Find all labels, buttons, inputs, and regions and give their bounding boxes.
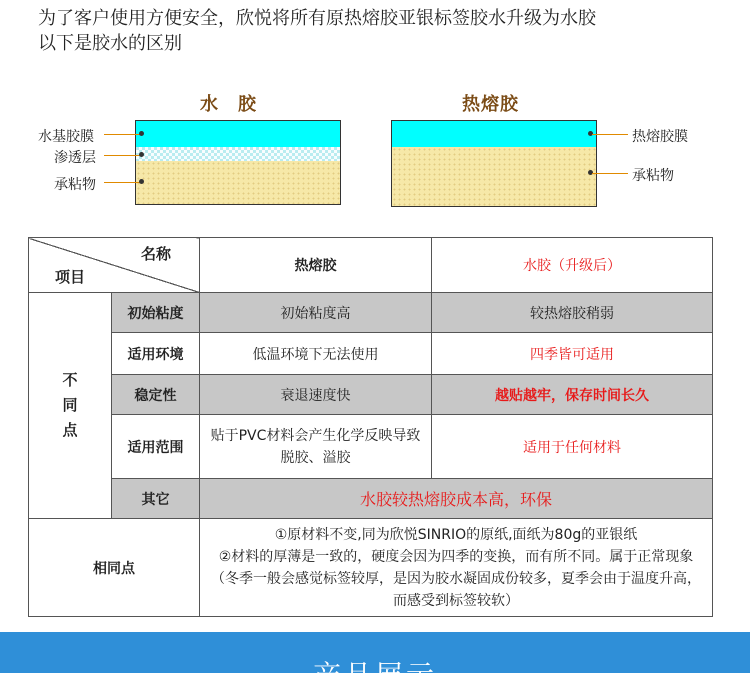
water-film-label: 水基胶膜 [38,129,94,145]
permeate-dot [139,152,144,157]
same-point-2: ②材料的厚薄是一致的，硬度会因为四季的变换，而有所不同。属于正常现象（冬季一般会感觉标签较厚，是因为胶水凝固成份较多，夏季会由于温度升高，而感受到标签较软） [211,548,701,609]
headline-line-2: 以下是胶水的区别 [38,33,182,54]
headline [38,6,596,56]
water-cell: 适用于任何材料 [432,415,713,479]
hotmelt-cell: 贴于PVC材料会产生化学反映导致脱胶、溢胶 [200,415,432,479]
hotmelt-base-layer [392,147,596,206]
corner-item-label: 项目 [55,268,86,286]
col-header-hotmelt: 热熔胶 [200,238,432,293]
footer-section-bar [0,632,750,692]
table-row [29,415,713,479]
row-label: 稳定性 [112,375,200,415]
water-film-layer [136,121,340,147]
hotmelt-film-layer [392,121,596,147]
same-points-label: 相同点 [29,519,200,617]
table-corner-cell [29,238,200,293]
water-cell: 越贴越牢，保存时间长久 [432,375,713,415]
table-row [29,333,713,375]
water-base-layer [136,161,340,204]
diff-group-label: 不同点 [62,371,78,439]
hotmelt-cell: 低温环境下无法使用 [200,333,432,375]
diff-group-cell [29,293,112,519]
row-label: 其它 [112,479,200,519]
water-film-leader [104,134,142,135]
corner-name-label: 名称 [140,245,171,263]
table-row [29,375,713,415]
water-base-dot [139,179,144,184]
comparison-table [28,237,713,617]
row-label: 初始粘度 [112,293,200,333]
water-diagram-title: 水 胶 [200,94,257,115]
water-film-dot [139,131,144,136]
permeate-leader [104,155,142,156]
headline-line-1: 为了客户使用方便安全，欣悦将所有原热熔胶亚银标签胶水升级为水胶 [38,8,596,29]
hotmelt-cell: 初始粘度高 [200,293,432,333]
hotmelt-cell: 衰退速度快 [200,375,432,415]
hotmelt-glue-diagram [391,120,597,207]
hotmelt-base-leader [592,173,628,174]
same-points-row [29,519,713,617]
hotmelt-base-label: 承粘物 [632,168,674,184]
row-label: 适用范围 [112,415,200,479]
other-value-cell: 水胶较热熔胶成本高，环保 [200,479,713,519]
water-cell: 较热熔胶稍弱 [432,293,713,333]
permeate-layer [136,147,340,161]
water-cell: 四季皆可适用 [432,333,713,375]
hotmelt-film-leader [592,134,628,135]
permeate-label: 渗透层 [54,150,96,166]
hotmelt-film-label: 热熔胶膜 [632,129,688,145]
col-header-water: 水胶（升级后） [432,238,713,293]
water-base-label: 承粘物 [54,177,96,193]
table-row [29,479,713,519]
same-points-cell [200,519,713,617]
water-glue-diagram [135,120,341,205]
footer-section-title: 产品展示 [312,659,437,692]
table-row [29,293,713,333]
table-header-row [29,238,713,293]
same-point-1: ①原材料不变,同为欣悦SINRIO的原纸,面纸为80g的亚银纸 [274,526,638,543]
hotmelt-diagram-title: 热熔胶 [462,94,519,115]
water-base-leader [104,182,142,183]
row-label: 适用环境 [112,333,200,375]
